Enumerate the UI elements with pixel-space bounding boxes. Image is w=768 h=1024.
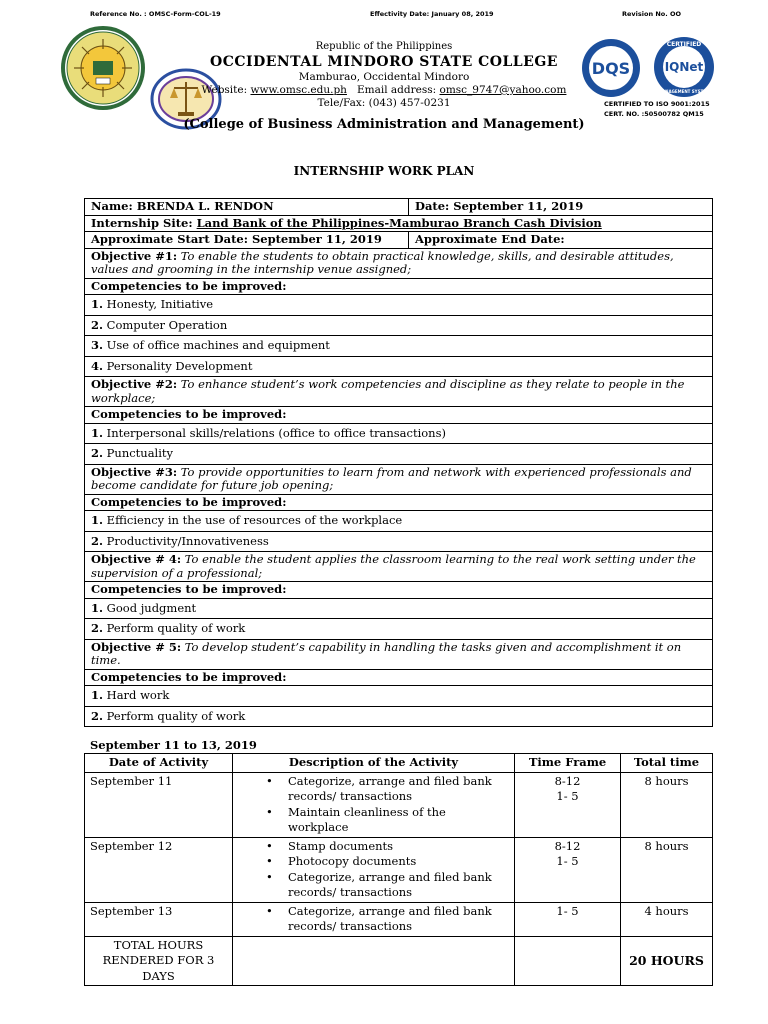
list-item: • Photocopy documents <box>288 854 509 870</box>
intern-name: Name: BRENDA L. RENDON <box>85 199 409 216</box>
work-plan-table <box>84 198 713 727</box>
list-item: 4. Personality Development <box>85 356 713 377</box>
start-date: Approximate Start Date: September 11, 2019 <box>85 232 409 249</box>
list-item: 2. Computer Operation <box>85 315 713 336</box>
list-item: 1. Good judgment <box>85 598 713 619</box>
column-header: Description of the Activity <box>233 754 515 773</box>
time-frame: 1- 5 <box>556 903 579 918</box>
competencies-header: Competencies to be improved: <box>85 582 713 599</box>
list-item: 2. Perform quality of work <box>85 619 713 640</box>
table-header-row <box>85 754 713 773</box>
list-item: 2. Punctuality <box>85 444 713 465</box>
objective-text: To enable the student applies the classroom learning to the real work setting under the supervision of a professional; <box>91 552 696 580</box>
iso-badge-top-text: CERTIFIED <box>666 41 702 48</box>
objective-label: Objective #1: <box>91 248 178 263</box>
objective-text: To provide opportunities to learn from and network with experienced professionals and become candidate for future job opening; <box>91 464 692 492</box>
objective-row <box>85 248 713 278</box>
iso-cert-line: CERTIFIED TO ISO 9001:2015 <box>604 100 710 108</box>
iqnet-logo-text: IQNet <box>664 60 704 74</box>
dqs-logo-text: DQS <box>591 59 631 78</box>
list-item: • Categorize, arrange and filed bank records/ transactions <box>288 774 509 805</box>
telefax-line: Tele/Fax: (043) 457-0231 <box>317 97 451 109</box>
objective-label: Objective #2: <box>91 377 178 391</box>
email-label: Email address: <box>356 84 437 96</box>
department-name: (College of Business Administration and Management) <box>183 117 585 132</box>
end-date: Approximate End Date: <box>409 232 713 249</box>
college-address: Mamburao, Occidental Mindoro <box>298 71 470 83</box>
activity-date: September 12 <box>85 837 233 902</box>
objective-label: Objective # 5: <box>91 639 182 654</box>
page-title: INTERNSHIP WORK PLAN <box>293 164 475 178</box>
list-item: 1. Hard work <box>85 686 713 707</box>
objective-text: To enhance student’s work competencies and discipline as they relate to people in the workplace; <box>91 377 685 405</box>
objective-text: To enable the students to obtain practical knowledge, skills, and desirable attitudes, values and grooming in the internship venue assigned; <box>91 248 674 276</box>
objective-label: Objective #3: <box>91 464 178 479</box>
internship-site-label: Internship Site: <box>91 215 197 230</box>
competencies-header: Competencies to be improved: <box>85 494 713 511</box>
time-frame: 1- 5 <box>556 789 579 803</box>
list-item: 2. Productivity/Innovativeness <box>85 531 713 552</box>
activity-period: September 11 to 13, 2019 <box>90 738 257 752</box>
college-name: OCCIDENTAL MINDORO STATE COLLEGE <box>210 54 558 70</box>
table-row <box>85 772 713 837</box>
activity-date: September 11 <box>85 772 233 837</box>
list-item: • Stamp documents <box>288 839 509 855</box>
iso-badge-bottom-text: MANAGEMENT SYSTEM <box>658 89 710 94</box>
time-frame: 8-12 <box>554 773 581 788</box>
total-time: 4 hours <box>621 902 713 936</box>
list-item: 1. Interpersonal skills/relations (office to office transactions) <box>85 423 713 444</box>
column-header: Time Frame <box>515 754 621 773</box>
reference-number: Reference No. : OMSC-Form-COL-19 <box>90 10 221 18</box>
table-row <box>85 199 713 216</box>
list-item: • Maintain cleanliness of the workplace <box>288 805 509 836</box>
list-item: 3. Use of office machines and equipment <box>85 336 713 357</box>
list-item: 1. Honesty, Initiative <box>85 295 713 316</box>
objective-row <box>85 552 713 582</box>
list-item: 2. Perform quality of work <box>85 706 713 727</box>
website-label: Website: <box>201 84 248 96</box>
total-hours-label: TOTAL HOURS RENDERED FOR 3 DAYS <box>85 936 233 986</box>
list-item: • Categorize, arrange and filed bank records/ transactions <box>288 870 509 901</box>
table-row <box>85 215 713 232</box>
internship-site <box>85 215 713 232</box>
time-frame: 8-12 <box>554 838 581 853</box>
internship-site-value: Land Bank of the Philippines-Mamburao Branch Cash Division <box>196 215 602 230</box>
effectivity-date: Effectivity Date: January 08, 2019 <box>370 10 494 18</box>
column-header: Date of Activity <box>85 754 233 773</box>
plan-date: Date: September 11, 2019 <box>409 199 713 216</box>
website-link[interactable]: www.omsc.edu.ph <box>250 84 347 96</box>
dqs-certification-badge <box>572 38 650 98</box>
total-time: 8 hours <box>621 772 713 837</box>
list-item: 1. Efficiency in the use of resources of the workplace <box>85 511 713 532</box>
competencies-header: Competencies to be improved: <box>85 669 713 686</box>
table-row <box>85 902 713 936</box>
objective-row <box>85 639 713 669</box>
time-frame: 1- 5 <box>556 854 579 868</box>
total-hours-value: 20 HOURS <box>621 936 713 986</box>
objective-row <box>85 377 713 407</box>
competencies-header: Competencies to be improved: <box>85 278 713 295</box>
total-row <box>85 936 713 986</box>
republic-line: Republic of the Philippines <box>315 41 453 52</box>
table-row <box>85 232 713 249</box>
activity-date: September 13 <box>85 902 233 936</box>
list-item: • Categorize, arrange and filed bank records/ transactions <box>288 904 509 935</box>
column-header: Total time <box>621 754 713 773</box>
iso-cert-number: CERT. NO. :50500782 QM15 <box>604 110 704 118</box>
objective-row <box>85 464 713 494</box>
objective-label: Objective # 4: <box>91 552 182 566</box>
total-time: 8 hours <box>621 837 713 902</box>
activity-table <box>84 753 713 986</box>
email-link[interactable]: omsc_9747@yahoo.com <box>439 84 567 96</box>
iqnet-certification-badge <box>652 36 716 98</box>
objective-text: To develop student’s capability in handling the tasks given and accomplishment it on time. <box>91 639 682 667</box>
revision-number: Revision No. OO <box>622 10 682 18</box>
competencies-header: Competencies to be improved: <box>85 407 713 424</box>
table-row <box>85 837 713 902</box>
